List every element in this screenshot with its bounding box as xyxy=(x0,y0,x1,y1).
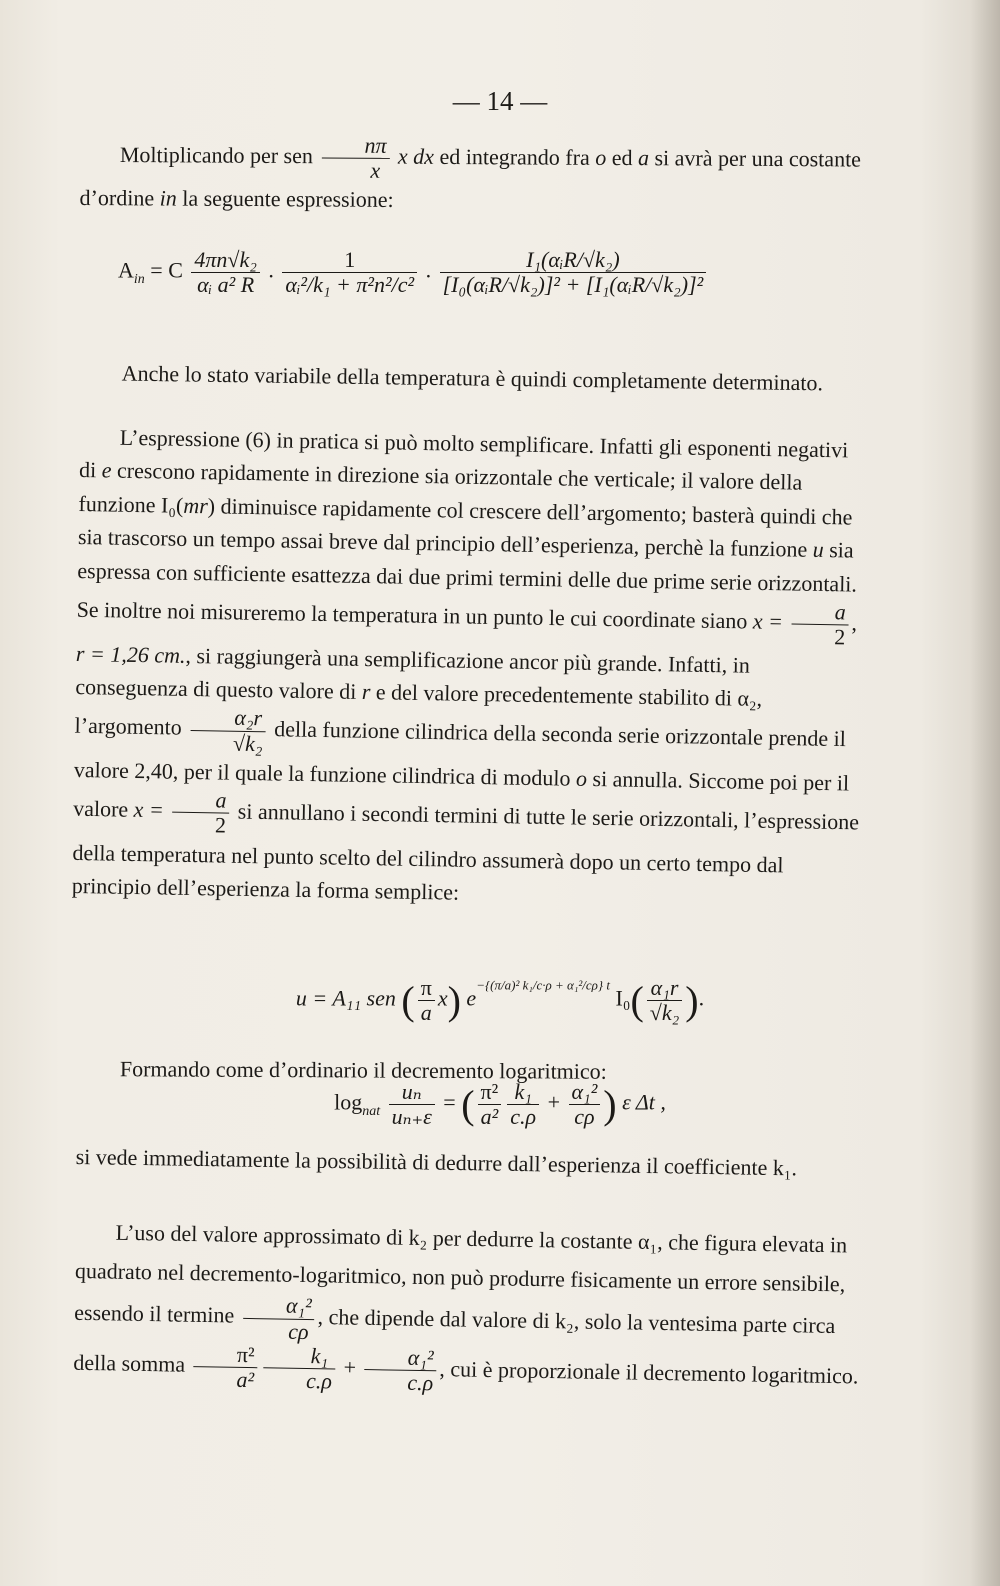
main-text: , si raggiungerà una semplificazione ancor più grande. Infatti, in conseguenza di questo valore di xyxy=(75,642,751,704)
uso-text: , che dipende dal valore di k₂, solo la ventesima parte circa della somma xyxy=(73,1304,836,1377)
intro-text: si avrà per una costante d’ordine xyxy=(79,145,862,211)
eq-u-bessel-arg: $\frac{\text{α₁r}}{\text{√k₂}}$ xyxy=(647,976,683,1025)
uso-text: L’uso del valore approssimato di k₂ per dedurre la costante α₁, che figura elevata in quadrato nel decremento-logaritmico, non può produrre fisicamente un errore sensibile, essendo il termine xyxy=(74,1219,848,1328)
fraction-argument: $\frac{\text{α₂r}}{\text{√k₂}}$ xyxy=(190,705,266,756)
eq-fraction-3: $\frac{\text{I₁(αᵢR/√k₂)}}{\text{[I₀(αᵢR/√k₂)]² + [I₁(αᵢR/√k₂)]²}}$ xyxy=(440,248,707,297)
intro-paragraph xyxy=(79,132,869,219)
uso-text: , cui è proporzionale il decremento logaritmico. xyxy=(439,1355,859,1389)
fraction-sum-1: $\frac{\text{π²}}{\text{a²}}$ xyxy=(193,1342,258,1392)
eq-log-sub: nat xyxy=(362,1104,381,1120)
main-text: crescono rapidamente in direzione sia orizzontale che verticale; il valore della funzione I₀( xyxy=(78,458,803,518)
paragraph-uso xyxy=(73,1212,866,1403)
main-text: della funzione cilindrica della seconda serie orizzontale prende il valore 2,40, per il quale la funzione cilindrica di modulo xyxy=(73,716,847,791)
eq-u-end: . xyxy=(698,985,705,1011)
paragraph-main xyxy=(72,420,870,916)
lower-limit: o xyxy=(595,144,607,170)
paragraph-anche: Anche lo stato variabile della temperatura è quindi completamente determinato. xyxy=(121,360,824,396)
intro-text: ed xyxy=(611,144,633,171)
eq-lhs: A xyxy=(118,257,134,283)
fraction-a-over-2: $\frac{a}{2}$ xyxy=(172,788,230,838)
eq-log: log xyxy=(334,1089,363,1115)
paren-close: ) xyxy=(685,978,699,1024)
paren-close: ) xyxy=(447,978,461,1024)
eq-equals: = C xyxy=(150,257,183,283)
eq-fraction-1: $\frac{\text{4πn√k₂}}{\text{αᵢ a² R}}$ xyxy=(191,248,260,297)
eq-fraction-2: $\frac{1}{\text{αᵢ²/k₁ + π²n²/c²}}$ xyxy=(282,248,417,297)
intro-text: Moltiplicando per sen xyxy=(119,141,314,169)
fraction-a-over-2: $\frac{a}{2}$ xyxy=(791,600,849,650)
paragraph-vede: si vede immediatamente la possibilità di dedurre dall’esperienza il coefficiente k₁. xyxy=(75,1143,798,1181)
page-number: — 14 — xyxy=(452,86,548,116)
fraction-sum-2: $\frac{\text{k₁}}{c.\rho}$ xyxy=(263,1343,336,1394)
eq-log-tail: ε Δt , xyxy=(622,1089,666,1115)
eq-u-exponent: −{(π/a)² k₁/c·ρ + α₁²/cρ} t xyxy=(476,977,610,993)
eq-u-lhs: u = A₁₁ sen xyxy=(295,985,396,1011)
equation-u xyxy=(80,976,920,1025)
main-text: L’espressione (6) in pratica si può molto semplificare. Infatti gli esponenti negativi di xyxy=(78,424,849,483)
main-text: ) diminuisce rapidamente col crescere dell’argomento; basterà quindi che sia trascorso un tempo assai breve dal principio dell’esperienza, perchè la funzione xyxy=(77,493,853,563)
eq-dot: . xyxy=(268,257,274,283)
eq-log-plus: + xyxy=(547,1089,560,1115)
paren-open: ( xyxy=(630,978,644,1024)
eq-u-exp-base: e xyxy=(466,985,477,1011)
fraction-alpha-term: $\frac{\text{α₁²}}{c\rho}$ xyxy=(242,1293,315,1344)
eq-u-x: x xyxy=(437,985,448,1011)
symbol-r: r xyxy=(361,678,371,705)
main-text: sia espressa con sufficiente esattezza dai due primi termini delle due prime serie orizzontali. Se inoltre noi misureremo la temperatura in un punto le cui coordinate siano xyxy=(76,537,858,634)
fraction-sum-3: $\frac{\text{α₁²}}{c.\rho}$ xyxy=(364,1345,437,1396)
symbol-mr: mr xyxy=(183,492,208,519)
equation-log-decrement xyxy=(80,1080,920,1129)
fraction-n-pi-over-x: $\frac{n\pi}{x}$ xyxy=(321,133,389,183)
eq-log-term-2: $\frac{\text{k₁}}{c.\rho}$ xyxy=(507,1080,539,1129)
eq-log-ratio: $\frac{\text{uₙ}}{\text{uₙ₊ε}}$ xyxy=(389,1080,435,1129)
order-index: in xyxy=(159,185,177,211)
main-text: e del valore precedentemente stabilito di α₂, l’argomento xyxy=(74,679,763,740)
eq-u-bessel: I₀ xyxy=(615,985,631,1011)
eq-log-term-1: $\frac{\text{π²}}{\text{a²}}$ xyxy=(478,1080,502,1129)
intro-text: ed integrando fra xyxy=(439,143,590,170)
symbol-x-equals: x = xyxy=(133,796,165,823)
symbol-r-value: r = 1,26 cm. xyxy=(75,640,186,668)
main-text: , xyxy=(851,610,858,636)
equation-A-in xyxy=(118,248,958,297)
upper-limit: a xyxy=(637,145,650,171)
symbol-x-equals: x = xyxy=(752,608,784,635)
main-text: si annulla. Siccome poi per il valore xyxy=(73,765,850,822)
symbol-e: e xyxy=(101,457,112,483)
eq-dot: . xyxy=(425,257,432,283)
eq-u-fraction-pi-a: $\frac{\pi}{a}$ xyxy=(418,976,435,1025)
intro-text: la seguente espressione: xyxy=(182,186,394,213)
main-text: si annullano i secondi termini di tutte le serie orizzontali, l’espressione della temperatura nel punto scelto del cilindro assumerà dopo un certo tempo dal principio dell’esperienza la forma semplice: xyxy=(71,798,860,905)
sum-plus: + xyxy=(343,1354,357,1380)
paren-close: ) xyxy=(603,1082,617,1128)
eq-lhs-sub: in xyxy=(133,272,145,288)
paragraph-formando: Formando come d’ordinario il decremento logaritmico: xyxy=(119,1056,607,1084)
symbol-zero: o xyxy=(575,765,588,791)
intro-differential: x dx xyxy=(397,143,435,169)
paren-open: ( xyxy=(401,978,415,1024)
paren-open: ( xyxy=(461,1082,475,1128)
eq-log-term-3: $\frac{\text{α₁²}}{c\rho}$ xyxy=(569,1080,601,1129)
symbol-u: u xyxy=(812,537,824,563)
eq-log-equals: = xyxy=(443,1089,456,1115)
